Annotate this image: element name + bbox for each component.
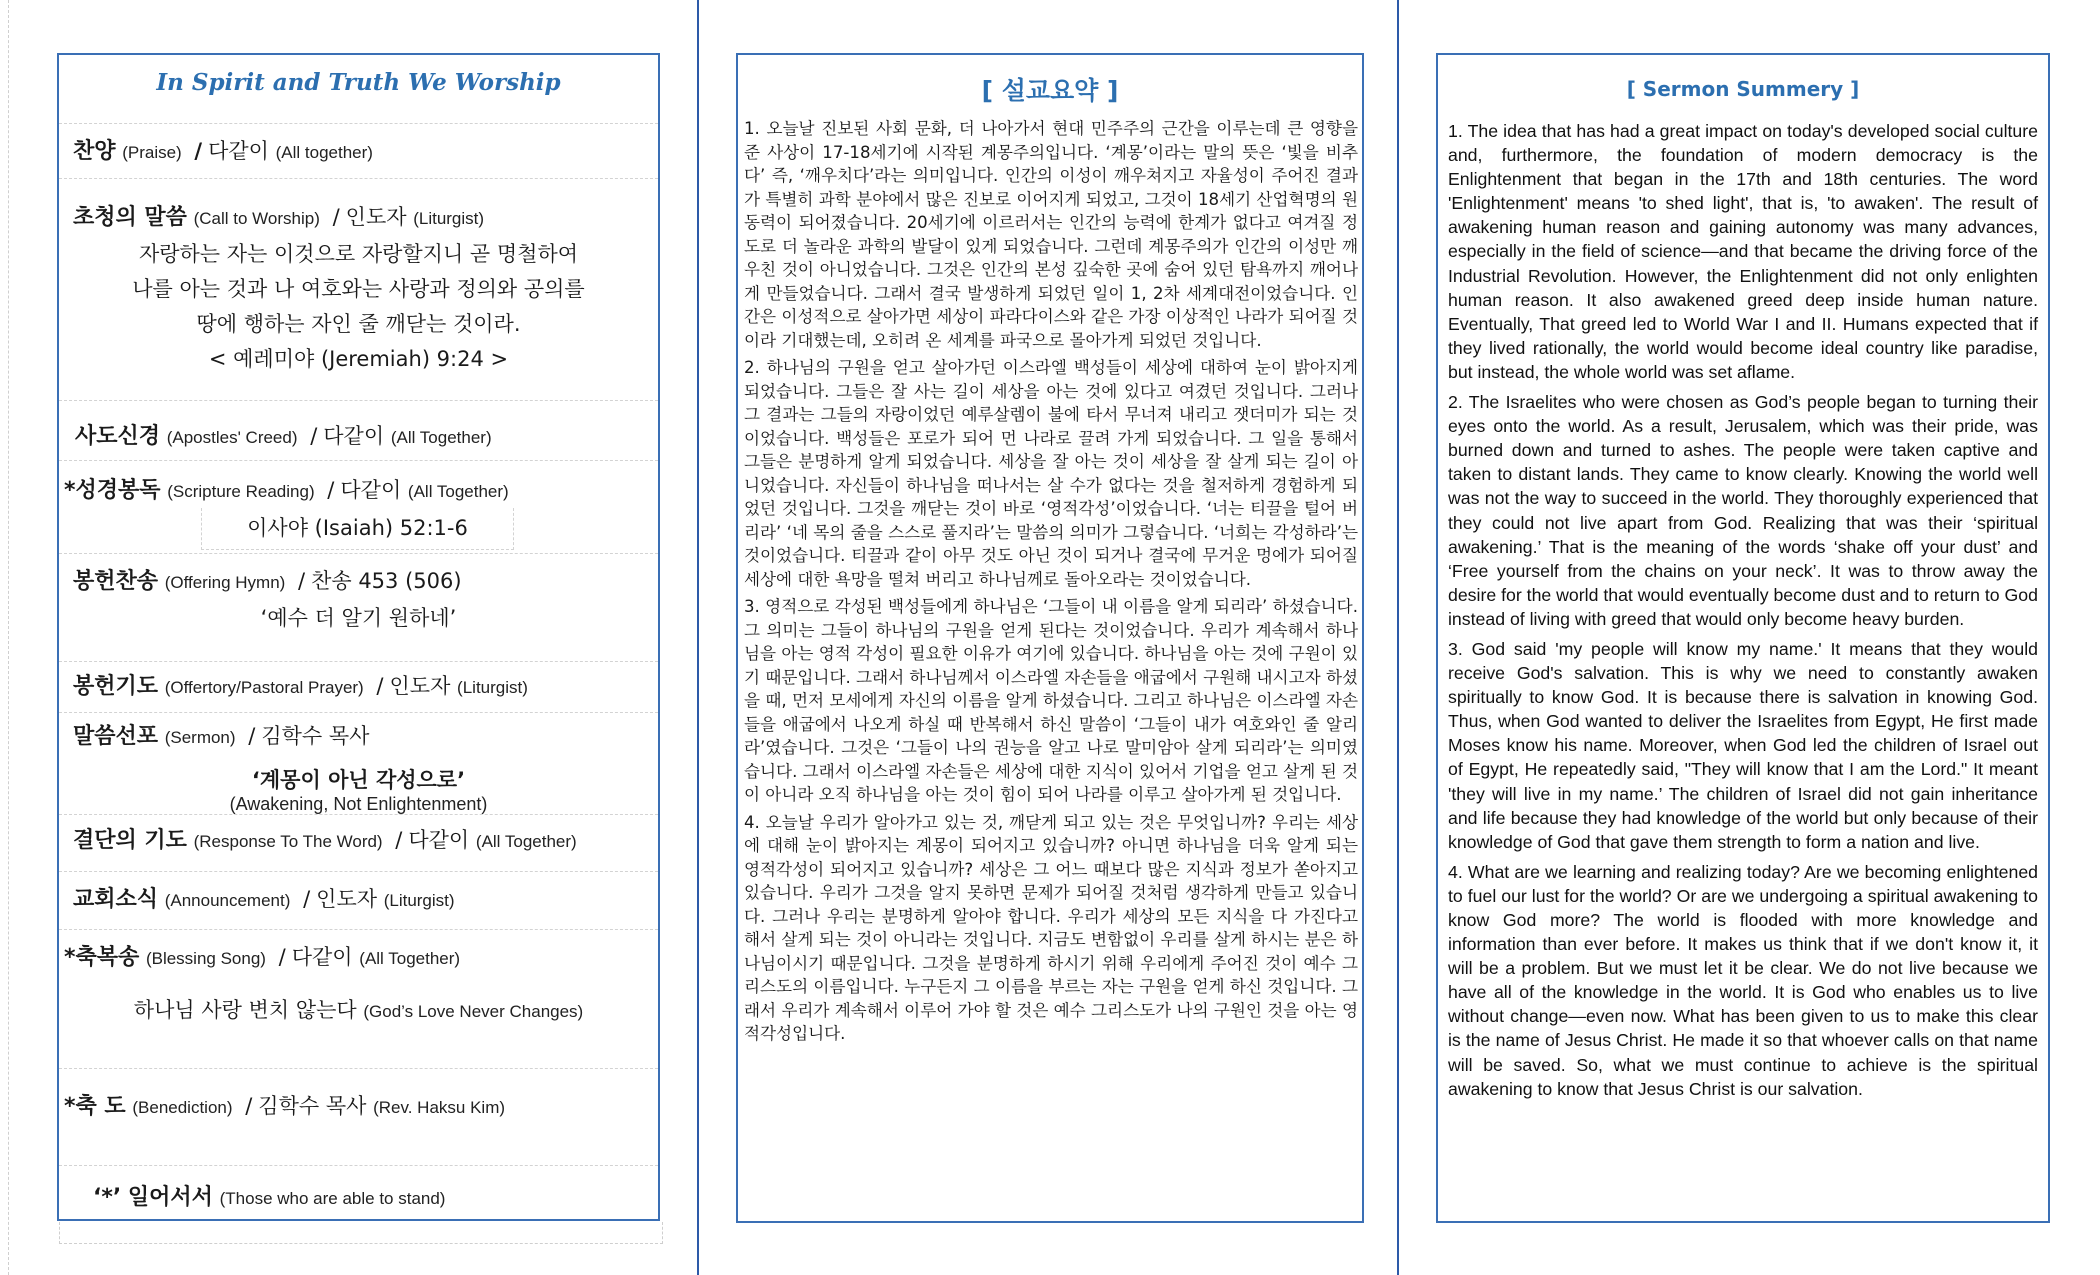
leader: 다같이 [408, 828, 470, 852]
sermon-title-ko: ‘계몽이 아닌 각성으로’ [251, 768, 466, 792]
call-verse [59, 237, 658, 377]
worship-item-creed [59, 400, 658, 460]
item-name-en: (Benediction) [132, 1098, 233, 1117]
leader: 인도자 [316, 887, 378, 911]
separator: / [245, 1094, 253, 1118]
leader-en: (All Together) [475, 832, 577, 851]
worship-item-blessing [59, 929, 658, 1068]
item-name: 말씀선포 [73, 724, 159, 749]
scripture-reference: 이사야 (Isaiah) 52:1-6 [201, 508, 514, 550]
worship-item-prayer [59, 661, 658, 712]
leader: 인도자 [345, 205, 407, 229]
item-name-en: (Offering Hymn) [164, 573, 286, 592]
sermon-summary-english-panel [1436, 53, 2050, 1223]
item-name-en: (Announcement) [164, 891, 291, 910]
summary-paragraph: 4. 오늘날 우리가 알아가고 있는 것, 깨닫게 되고 있는 것은 무엇입니까? 우리는 세상에 대해 눈이 밝아지는 계몽이 되어지고 있습니까? 아니면 하나님을 더욱 알게 되는 영적각성이 되어지고 있습니까? 세상은 그 어느 때보다 많은 지식과 정보가 쏟아지고 있습니다. 우리가 그것을 알지 못하면 문제가 되어질 것처럼 생각하게 만들고 있습니다. 그러나 우리는 분명하게 알아야 합니다. 우리가 세상의 모든 지식을 다 가진다고 해서 살게 되는 것이 아니라는 것입니다. 지금도 변함없이 우리를 살게 하시는 분은 하나님이시기 때문입니다. 그것을 분명하게 하시기 위해 우리에게 주어진 것이 예수 그리스도의 이름입니다. 누구든지 그 이름을 부르는 자는 구원을 얻게 하신 것입니다. 그래서 우리가 계속해서 이루어 가야 할 것은 예수 그리스도가 나의 구원인 것을 아는 영적각성입니다. [744, 812, 1358, 1043]
leader-en: (Liturgist) [383, 891, 455, 910]
worship-item-call [59, 178, 658, 400]
item-name: 봉헌기도 [73, 674, 159, 699]
summary-paragraph: 3. God said 'my people will know my name.' It means that they would receive God's salvation. This is why we need to constantly awaken spiritually to know God. It is because there is salvation in knowing God. Thus, when God wanted to deliver the Israelites from Egypt, He first made Moses know his name. Moreover, when God led the children of Israel out of Egypt, He repeatedly said, "They will know that I am the Lord." It meant 'they will live in my name.’ The children of Israel did not gain inheritance and life because they had knowledge of the world but only because of their knowledge of God that gave them strength to form a nation and live. [1448, 638, 2038, 852]
order-of-worship-panel [57, 53, 660, 1221]
item-name: 찬양 [73, 139, 116, 164]
verse-reference: < 예레미야 (Jeremiah) 9:24 > [208, 347, 509, 371]
item-name-en: (Apostles' Creed) [166, 428, 298, 447]
leader: 다같이 [291, 945, 353, 969]
leader-en: (All Together) [390, 428, 492, 447]
verse-line: 나를 아는 것과 나 여호와는 사랑과 정의와 공의를 [132, 277, 585, 301]
item-name-en: (Scripture Reading) [167, 482, 315, 501]
blessing-song-ko: 하나님 사랑 변치 않는다 [133, 998, 357, 1022]
separator: / [310, 424, 318, 448]
item-name: 사도신경 [75, 424, 161, 449]
separator: / [303, 887, 311, 911]
summary-paragraph: 2. The Israelites who were chosen as God’s people began to turning their eyes onto the world. As a result, Jerusalem, which was their pride, was burned down and turned to ashes. The people were taken captive and taken to distant lands. They came to know clearly. Knowing the world well was not the way to succeed in the world. They thoroughly experienced that they could not live apart from God. Realizing that was their ‘spiritual awakening.’ That is the meaning of the words ‘shake off your dust’ and ‘Free yourself from the chains on your neck’. It was to throw away the desire for the world that would eventually become dust and to return to God instead of living with greed that would only become heavy burden. [1448, 392, 2038, 629]
scripture-reference-row [59, 509, 658, 553]
summary-paragraph: 3. 영적으로 각성된 백성들에게 하나님은 ‘그들이 내 이름을 알게 되리라’ 하셨습니다. 그 의미는 그들이 하나님의 구원을 얻게 된다는 것이었습니다. 우리가 계속해서 하나님을 아는 영적 각성이 필요한 이유가 여기에 있습니다. 하나님을 아는 것에 구원이 있기 때문입니다. 그래서 하나님께서 이스라엘 자손들을 애굽에서 구원해 내시고자 하셨을 때, 먼저 모세에게 자신의 이름을 알게 하셨습니다. 그리고 하나님은 이스라엘 자손들을 애굽에서 나오게 하실 때 반복해서 하신 말씀이 ‘그들이 내가 여호와인 줄 알리라’였습니다. 그것은 ‘그들이 나의 권능을 알고 나로 말미암아 살게 되리라’는 의미였습니다. 그래서 이스라엘 자손들은 세상에 대한 지식이 있어서 기업을 얻고 살게 된 것이 아니라 오직 하나님을 아는 것이 힘이 되어 나라를 이루고 살아가게 된 것입니다. [744, 597, 1358, 804]
worship-item-praise [59, 123, 658, 177]
sermon-title [59, 764, 658, 815]
summary-paragraph: 2. 하나님의 구원을 얻고 살아가던 이스라엘 백성들이 세상에 대하여 눈이 밝아지게 되었습니다. 그들은 잘 사는 길이 세상을 아는 것에 있다고 여겼던 것입니다. 그러나 그 결과는 그들의 자랑이었던 예루살렘이 불에 타서 무너져 내리고 잿더미가 되는 것이었습니다. 백성들은 포로가 되어 먼 나라로 끌려 가게 되었습니다. 그 일을 통해서 그들은 분명하게 알게 되었습니다. 세상을 잘 아는 것이 세상을 잘 살게 되는 길이 아니었습니다. 자신들이 하나님을 떠나서는 살 수가 없다는 것을 철저하게 경험하게 되었던 것입니다. 그것을 깨닫는 것이 바로 ‘영적각성’이었습니다. ‘너는 티끌을 털어 버리라’ ‘네 목의 줄을 스스로 풀지라’는 말씀의 의미가 그렇습니다. ‘너희는 각성하라’는 것이었습니다. 티끌과 같이 아무 것도 아닌 것이 되거나 결국에 무거운 멍에가 되어질 세상에 대한 욕망을 떨쳐 버리고 하나님께로 돌아오라는 것이었습니다. [744, 358, 1358, 589]
worship-item-benediction [59, 1068, 658, 1165]
item-name: 교회소식 [73, 887, 159, 912]
summary-paragraph: 1. 오늘날 진보된 사회 문화, 더 나아가서 현대 민주주의 근간을 이루는데 큰 영향을 준 사상이 17-18세기에 시작된 계몽주의입니다. ‘계몽’이라는 말의 뜻은 ‘빛을 비추다’ 즉, ‘깨우치다’라는 의미입니다. 인간의 이성이 깨우쳐지고 자율성이 주어진 결과가 특별히 과학 분야에서 많은 진보로 이어지게 되었고, 그것이 18세기 산업혁명의 원동력이 되어졌습니다. 20세기에 이르러서는 인간의 능력에 한계가 없다고 여겨질 정도로 더 놀라운 과학의 발달이 있게 되었습니다. 그런데 계몽주의가 인간의 이성만 깨우친 것이 아니었습니다. 그것은 인간의 본성 깊숙한 곳에 숨어 있던 탐욕까지 깨어나게 만들었습니다. 그래서 결국 발생하게 되었던 일이 1, 2차 세계대전이었습니다. 인간은 이성적으로 살아가면 세상이 파라다이스와 같은 가장 이상적인 나라가 되어질 것이라 기대했는데, 오히려 온 세계를 파국으로 몰아가게 되었던 것입니다. [744, 119, 1358, 350]
leader-en: (All Together) [359, 949, 461, 968]
worship-item-response [59, 814, 658, 871]
leader: 인도자 [389, 674, 451, 698]
separator: / [327, 478, 335, 502]
stand-en: (Those who are able to stand) [219, 1189, 446, 1208]
separator: / [332, 205, 340, 229]
sermon-summary-korean-panel [736, 53, 1364, 1223]
item-name-en: (Offertory/Pastoral Prayer) [164, 678, 364, 697]
item-name: *축 도 [64, 1094, 126, 1119]
fold-line-right [1397, 0, 1399, 1275]
worship-item-announce [59, 871, 658, 929]
item-name: *축복송 [64, 945, 140, 970]
worship-item-reading [59, 460, 658, 509]
leader: 찬송 453 (506) [311, 569, 462, 593]
blessing-song-en: (God’s Love Never Changes) [363, 1002, 584, 1021]
blessing-song-title [59, 994, 658, 1024]
sermon-title-en: (Awakening, Not Enlightenment) [229, 794, 488, 814]
stand-note [59, 1165, 658, 1221]
item-name-en: (Praise) [122, 143, 182, 162]
separator: / [298, 569, 306, 593]
leader: 김학수 목사 [258, 1094, 367, 1118]
leader: 다같이 [208, 139, 269, 163]
leader-en: (All together) [275, 143, 373, 162]
leader: 다같이 [323, 424, 385, 448]
worship-item-sermon [59, 712, 658, 814]
leader-en: (Liturgist) [413, 209, 485, 228]
panel-shadow [59, 1222, 663, 1244]
leader: 다같이 [340, 478, 402, 502]
fold-line-left [697, 0, 699, 1275]
item-name: 봉헌찬송 [73, 569, 159, 594]
left-margin-guide [8, 0, 9, 1275]
item-name: 결단의 기도 [73, 828, 187, 853]
separator: / [248, 724, 256, 748]
leader-en: (Rev. Haksu Kim) [373, 1098, 506, 1117]
item-name-en: (Response To The Word) [193, 832, 383, 851]
sermon-summary-title-en: [ Sermon Summery ] [1626, 77, 1860, 101]
verse-line: 자랑하는 자는 이것으로 자랑할지니 곧 명철하여 [138, 242, 579, 266]
verse-line: 땅에 행하는 자인 줄 깨닫는 것이라. [196, 312, 521, 336]
leader: 김학수 목사 [261, 724, 370, 748]
stand-ko: 일어서서 [127, 1185, 213, 1210]
leader-en: (Liturgist) [457, 678, 528, 697]
item-name: *성경봉독 [64, 478, 161, 503]
sermon-summary-title-ko: [ 설교요약 ] [981, 76, 1119, 105]
separator: / [376, 674, 384, 698]
leader-en: (All Together) [407, 482, 509, 501]
separator: / [194, 139, 203, 163]
worship-item-hymn [59, 553, 658, 661]
item-name-en: (Blessing Song) [145, 949, 266, 968]
summary-paragraph: 4. What are we learning and realizing today? Are we becoming enlightened to fuel our lust for the world? Or are we undergoing a spiritual awakening to know God more? The world is flooded with more knowledge and information than ever before. It makes us think that if we don't know it, it will be a problem. But we must let it be clear. We do not live because we have all of the knowledge in the world. It is God who enables us to live without change—even now. What has been given to us to make this clear is the name of Jesus Christ. He made it so that whoever calls on that name will be saved. So, what we must continue to achieve is the spiritual awakening to know that Jesus Christ is our salvation. [1448, 861, 2038, 1099]
separator: / [278, 945, 286, 969]
item-name-en: (Sermon) [164, 728, 236, 747]
item-name: 초청의 말씀 [73, 205, 187, 230]
stand-mark: ‘*’ [93, 1185, 122, 1210]
summary-paragraph: 1. The idea that has had a great impact on today's developed social culture and, furthermore, the foundation of modern democracy is the Enlightenment that began in the 17th and 18th centuries. The word 'Enlightenment' means 'to shed light', that is, 'to awaken'. The result of awakening human reason and gaining autonomy was many advances, especially in the field of science—and that became the driving force of the Industrial Revolution. However, the Enlightenment did not only enlighten human reason. It also awakened greed deep inside human nature. Eventually, That greed led to World War I and II. Humans expected that if they lived rationally, the world would become ideal country like paradise, but instead, the whole world was set aflame. [1448, 121, 2038, 382]
hymn-title: ‘예수 더 알기 원하네’ [260, 606, 457, 630]
item-name-en: (Call to Worship) [193, 209, 320, 228]
separator: / [395, 828, 403, 852]
worship-title: In Spirit and Truth We Worship [156, 69, 561, 96]
